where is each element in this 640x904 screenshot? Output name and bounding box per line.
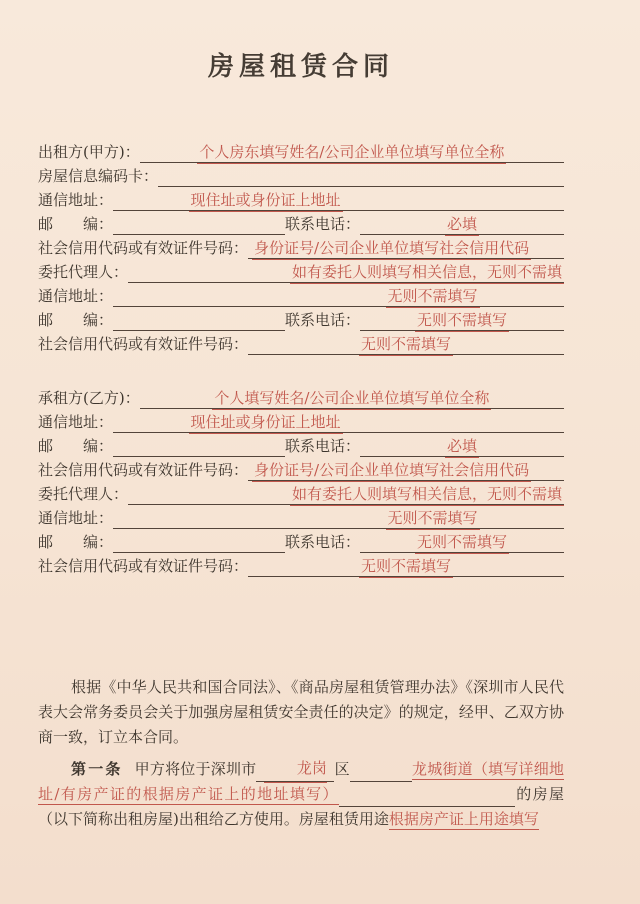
fill-in-line [113,433,285,457]
field-label: 社会信用代码或有效证件号码： [38,461,249,479]
field-label: 承租方(乙方)： [38,389,140,407]
form-row-agent [38,481,564,505]
party-a-section [38,139,564,355]
field-label: 社会信用代码或有效证件号码： [38,239,249,257]
fill-in-line [113,211,285,235]
field-label: 社会信用代码或有效证件号码： [38,557,249,575]
field-label-secondary: 联系电话： [285,533,361,551]
annotation-text: 无则不需填写 [386,286,480,308]
fill-in-line [128,481,564,505]
fill-in-line [360,307,564,331]
clause-text-district-unit: 区 [334,760,350,778]
fill-in-line [360,433,564,457]
annotation-text: 无则不需填写 [386,508,480,530]
fill-in-line [248,457,564,481]
annotation-text: 无则不需填写 [415,310,509,332]
field-label: 委托代理人： [38,485,129,503]
form-row-agent [38,259,564,283]
annotation-text: 无则不需填写 [415,532,509,554]
field-label: 通信地址： [38,509,114,527]
annotation-text: 龙岗 [264,756,327,783]
form-row-credit-code [38,235,564,259]
field-label: 邮 编： [38,311,114,329]
field-label-secondary: 联系电话： [285,215,361,233]
district-blank-line [256,759,334,782]
annotation-text: 身份证号/公司企业单位填写社会信用代码 [252,460,531,482]
field-label: 社会信用代码或有效证件号码： [38,335,249,353]
annotation-text: 现住址或身份证上地址 [189,190,343,212]
form-row-lessee [38,385,564,409]
contract-title: 房屋租赁合同 [207,52,394,82]
form-row-agent-address [38,505,564,529]
fill-in-line [113,283,564,307]
clause-1-paragraph [38,757,564,832]
form-row-agent-credit-code [38,553,564,577]
street-blank-line-trail [339,787,515,807]
fill-in-line [248,235,564,259]
annotation-text: 必填 [445,214,479,236]
field-label-secondary: 联系电话： [285,437,361,455]
form-row-agent-credit-code [38,331,564,355]
intro-paragraph: 根据《中华人民共和国合同法》、《商品房屋租赁管理办法》《深圳市人民代表大会常务委员会关于加强房屋租赁安全责任的决定》的规定，经甲、乙双方协商一致，订立本合同。 [38,678,564,746]
annotation-text: 个人填写姓名/公司企业单位填写单位全称 [212,388,491,410]
form-row-agent-postal-phone [38,307,564,331]
fill-in-line [248,553,564,577]
fill-in-line [360,529,564,553]
street-blank-line-lead [350,762,412,782]
annotation-text: 根据房产证上用途填写 [388,810,539,828]
annotation-text: 现住址或身份证上地址 [189,412,343,434]
annotation-text: 龙城街道（填写详细地址/有房产证的根据房产证上的地址填写） [38,760,564,803]
form-row-postal-phone [38,211,564,235]
annotation-text: 个人房东填写姓名/公司企业单位填写单位全称 [197,142,506,164]
clause-text-after-street: 的房屋（以下简称出租房屋)出租给乙方使用。房屋租赁用途 [38,785,564,828]
form-row-agent-postal-phone [38,529,564,553]
fill-in-line [140,385,564,409]
field-label: 通信地址： [38,413,114,431]
form-row-agent-address [38,283,564,307]
fill-in-line [113,505,564,529]
field-label: 通信地址： [38,287,114,305]
fill-in-line [113,409,564,433]
form-row-address [38,409,564,433]
field-label: 通信地址： [38,191,114,209]
clause-text-city: 甲方将位于深圳市 [134,760,257,778]
fill-in-line [113,187,564,211]
annotation-text: 如有委托人则填写相关信息，无则不需填 [290,262,564,284]
fill-in-line [248,331,564,355]
fill-in-line [113,529,285,553]
annotation-text: 如有委托人则填写相关信息，无则不需填 [290,484,564,506]
form-row-address [38,187,564,211]
annotation-text: 无则不需填写 [359,556,453,578]
fill-in-line [158,163,564,187]
annotation-text: 必填 [445,436,479,458]
form-row-lessor [38,139,564,163]
field-label: 委托代理人： [38,263,129,281]
annotation-text: 身份证号/公司企业单位填写社会信用代码 [252,238,531,260]
field-label: 邮 编： [38,533,114,551]
annotation-text: 无则不需填写 [359,334,453,356]
field-label: 邮 编： [38,215,114,233]
fill-in-line [140,139,564,163]
clause-number: 第一条 [71,760,123,778]
field-label: 出租方(甲方)： [38,143,140,161]
form-row-postal-phone [38,433,564,457]
field-label: 房屋信息编码卡： [38,167,159,185]
form-row-house-info-card [38,163,564,187]
form-row-credit-code [38,457,564,481]
fill-in-line [360,211,564,235]
field-label-secondary: 联系电话： [285,311,361,329]
field-label: 邮 编： [38,437,114,455]
fill-in-line [128,259,564,283]
party-b-section [38,385,564,577]
fill-in-line [113,307,285,331]
